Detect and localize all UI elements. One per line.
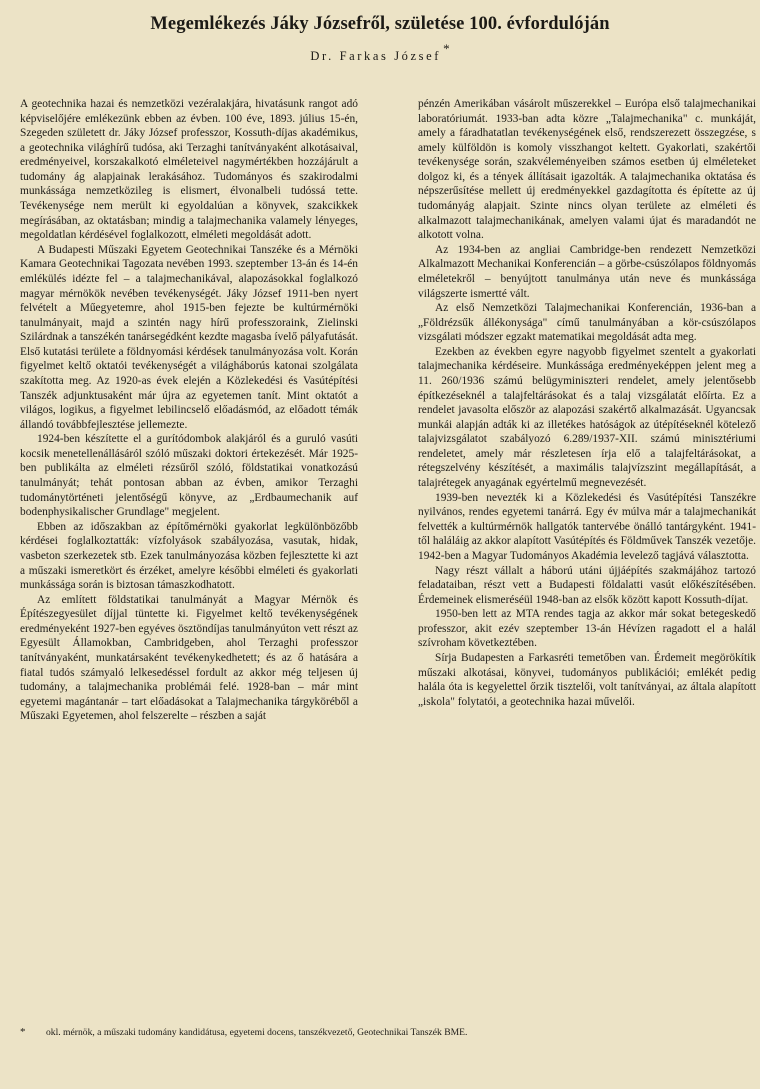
paragraph: Sírja Budapesten a Farkasréti temetőben van. Érdemeit megörökítik műszaki alkotásai, könyvei, tudományos publikációi; emlékét pedig halála óta is kegyelettel őrzik tisztelői, volt tanítványai, az általa alapított „iskola" folytatói, a geotechnika hazai művelői. bbox=[418, 651, 756, 708]
author-name: Dr. Farkas József bbox=[310, 49, 442, 63]
paragraph: A geotechnika hazai és nemzetközi vezéralakjára, hivatásunk rangot adó képviselőjére emlékezünk ebben az évben. 100 éve, 1893. július 15-én, Szegeden született dr. Jáky József professzor, Kossuth-díjas akadémikus, a geotechnika világhírű tudósa, aki Terzaghi tanítványaként alkotásaival, eredményeivel, korszakalkotó elméleteivel nagymértékben hozzájárult a tudomány ág alapjainak lerakásához. Tudományos és szakirodalmi munkássága nemzetközileg is elismert, élvonalbeli tudóssá tette. Tevékenysége nem merült ki egyoldalúan a könyvek, szakcikkek megírásában, az oktatásban; mindig a talajmechanika valamely lényeges, megoldatlan kérdésével foglalkozott, elméleti megoldását adott. bbox=[20, 98, 358, 242]
right-column bbox=[418, 97, 756, 709]
paragraph: 1939-ben nevezték ki a Közlekedési és Vasútépítési Tanszékre nyilvános, rendes egyetemi tanárrá. Egy év múlva már a talajmechanikát felvették a kultúrmérnök hallgatók tantervébe önálló tantárgyként. 1941-től haláláig az akkor alapított Vasútépítés és Földművek Tanszék vezetője. 1942-ben a Magyar Tudományos Akadémia levelező tagjává választotta. bbox=[418, 491, 756, 562]
paragraph: Ebben az időszakban az építőmérnöki gyakorlat legkülönbözőbb kérdései foglalkoztatták: vízfolyások szabályozása, vasutak, hidak, vasbeton szerkezetek stb. Ezek tanulmányozása közben fejlesztette ki azt a műszaki ismeretkört és érzéket, amelyre későbbi elméleti és gyakorlati munkássága során is biztosan támaszkodhatott. bbox=[20, 520, 358, 592]
left-column bbox=[20, 97, 358, 724]
article-title: Megemlékezés Jáky Józsefről, születése 100. évfordulóján bbox=[150, 14, 610, 34]
paragraph: pénzén Amerikában vásárolt műszerekkel – Európa első talajmechanikai laboratóriumát. 1933-ban adta közre „Talajmechanika" c. munkáját, amely a fáradhatatlan tevékenységének első, rendszerezett összegzése, s amely külföldön is komoly visszhangot keltett. Gyakorlati, szakértői tevékenysége során, szakvéleményeiben számos esetben új elméleteket dolgoz ki, és a tények állításait igazolták. A talajmechanika oktatása és népszerűsítése mellett új eredményekkel gazdagította és építette az új tudományág alapjait. Szinte nincs olyan területe az elméleti és alkalmazott talajmechanikának, amelyen valami újat és maradandót ne alkotott volna. bbox=[418, 98, 756, 242]
footnote bbox=[20, 1026, 740, 1039]
paragraph: A Budapesti Műszaki Egyetem Geotechnikai Tanszéke és a Mérnöki Kamara Geotechnikai Tagozata nevében 1993. szeptember 13-án és 14-én emlékülés idézte fel – a talajmechanikával, alapozásokkal foglalkozó magyar mérnökök nevében tevékenységét. Jáky József 1911-ben nyert felvételt a Műegyetemre, ahol 1915-ben fejezte be kultúrmérnöki tanulmányait, majd a szintén nagy hírű professzoraink, Zielinski Szilárdnak a tanszékén tanársegédként kezdte magasba ívelő pályafutását. Első kutatási területe a földnyomási kérdések tanulmányozása volt. Korán figyelmet keltő oktatói tevékenységét a világháborús katonai szolgálata szakította meg. Az 1920-as évek elején a Közlekedési és Vasútépítési Tanszék adjunktusaként már újra az egyetemen tanít. Mint oktatót a világos, logikus, a figyelmet lebilincselő előadásmód, az előadott témák állandó továbbfejlesztése jellemezte. bbox=[20, 243, 358, 431]
footnote-mark: * bbox=[20, 1026, 26, 1038]
paragraph: Az első Nemzetközi Talajmechanikai Konferencián, 1936-ban a „Földrézsűk állékonysága" című tanulmányában a kör-csúszólapos vizsgálati módszer egzakt matematikai megoldását adta meg. bbox=[418, 302, 756, 344]
paragraph: Nagy részt vállalt a háború utáni újjáépítés szakmájához tartozó feladataiban, részt vett a Budapesti földalatti vasút előkészítésében. Érdemeinek elismeréséül 1948-ban az elsők között kapott Kossuth-díjat. bbox=[418, 564, 756, 606]
paragraph: 1950-ben lett az MTA rendes tagja az akkor már sokat betegeskedő professzor, akit ezév szeptember 13-án Hévízen ragadott el a halál szívroham következtében. bbox=[418, 608, 756, 650]
paragraph: 1924-ben készítette el a gurítódombok alakjáról és a guruló vasúti kocsik menetellenállásáról szóló műszaki doktori értekezését. Már 1925-ben publikálta az elméleti rézsűről szóló, földstatikai vonatkozású tanulmányát; tehát pontosan abban az évben, amikor Terzaghi tudománytörténeti jelentőségű könyve, az „Erdbaumechanik auf bodenphysikalischer Grundlage" megjelent. bbox=[20, 433, 358, 519]
author-footnote-mark: * bbox=[443, 41, 450, 56]
footnote-text: okl. mérnök, a műszaki tudomány kandidátusa, egyetemi docens, tanszékvezető, Geotechnikai Tanszék BME. bbox=[46, 1027, 468, 1038]
paragraph: Az említett földstatikai tanulmányát a Magyar Mérnök és Építészegyesület díjjal tüntette ki. Figyelmet keltő tevékenységének eredményeként 1927-ben egyéves ösztöndíjas tanulmányúton vett részt az Egyesült Államokban, Cambridgeben, ahol Terzaghi professzor tanítványaként, munkatársaként tevékenykedhetett; és az ő hatására a fiatal tudós számyaló lelkesedéssel fordult az akkor még teljesen új tudomány, a talajmechanika problémái felé. 1928-ban – már mint egyetemi magántanár – tart előadásokat a Talajmechanika tárgyköréből a Műszaki Egyetemen, ahol felszerelte – részben a saját bbox=[20, 593, 358, 723]
paragraph: Ezekben az években egyre nagyobb figyelmet szentelt a gyakorlati talajmechanika kérdéseire. Munkássága eredményeképpen jelent meg a 11. 260/1936 számú belügyminiszteri rendelet, amely jelentősebb építkezéseknél a talajfeltárásokat és a talaj vizsgálatát előírta. Ez a rendelet javasolta először az alapozási szakértő alkalmazását. Ugyancsak munkái alapján adták ki az illetékes hatóságok az útépítéseknél kötelező talajvizsgálatot szabályozó 6.289/1937-XII. számú minisztériumi rendeletet, amely már részletesen írja elő a talajfeltárásokat, a rétegszelvény készítését, a maximális talajvízszint megállapítását, a talajrétegek anyagának egyértelmű megnevezését. bbox=[418, 345, 756, 490]
article-author bbox=[0, 41, 760, 64]
paragraph: Az 1934-ben az angliai Cambridge-ben rendezett Nemzetközi Alkalmazott Mechanikai Konferencián – a görbe-csúszólapos földnyomás elméletekről – benyújtott tanulmánya után neve és munkássága világszerte ismertté vált. bbox=[418, 243, 756, 300]
